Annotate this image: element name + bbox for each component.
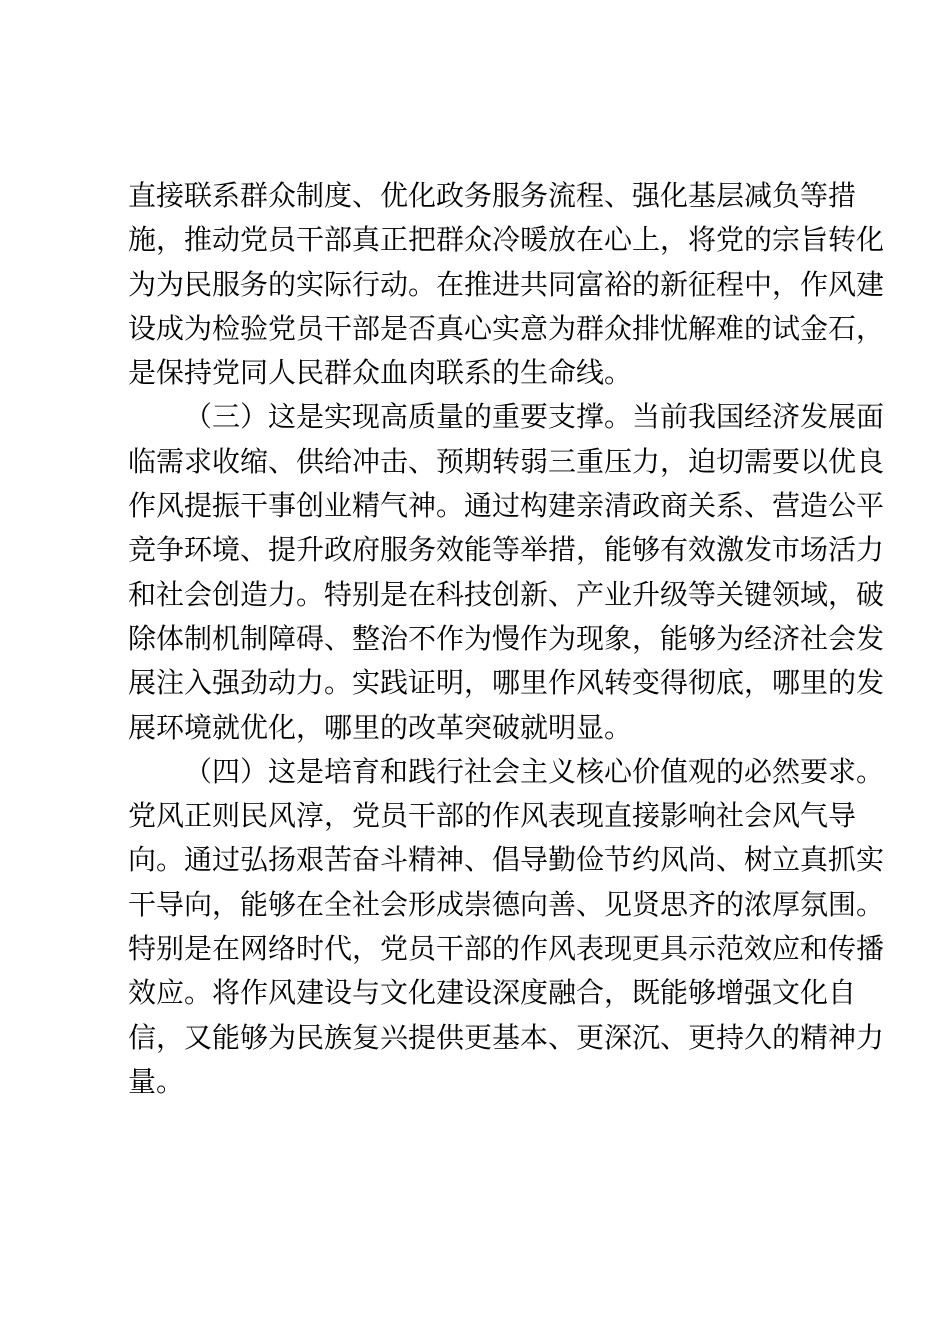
text-line: 临需求收缩、供给冲击、预期转弱三重压力，迫切需要以优良 [128, 444, 885, 478]
paragraph-first-line: （四）这是培育和践行社会主义核心价值观的必然要求。 [184, 754, 885, 788]
text-line: 量。 [128, 1064, 185, 1098]
text-line: 效应。将作风建设与文化建设深度融合，既能够增强文化自 [128, 976, 857, 1010]
text-line: 施，推动党员干部真正把群众冷暖放在心上，将党的宗旨转化 [128, 223, 885, 257]
paragraph-first-line: （三）这是实现高质量的重要支撑。当前我国经济发展面 [184, 400, 885, 434]
text-line: 竞争环境、提升政府服务效能等举措，能够有效激发市场活力 [128, 533, 885, 567]
text-line: 党风正则民风淳，党员干部的作风表现直接影响社会风气导 [128, 799, 857, 833]
text-line: 干导向，能够在全社会形成崇德向善、见贤思齐的浓厚氛围。 [128, 887, 885, 921]
body-text [128, 174, 885, 1104]
text-line: 除体制机制障碍、整治不作为慢作为现象，能够为经济社会发 [128, 621, 885, 655]
text-line: 展注入强劲动力。实践证明，哪里作风转变得彻底，哪里的发 [128, 666, 885, 700]
text-line: 设成为检验党员干部是否真心实意为群众排忧解难的试金石， [128, 311, 885, 345]
text-line: 信，又能够为民族复兴提供更基本、更深沉、更持久的精神力 [128, 1020, 885, 1054]
text-line: 是保持党同人民群众血肉联系的生命线。 [128, 356, 633, 390]
text-line: 向。通过弘扬艰苦奋斗精神、倡导勤俭节约风尚、树立真抓实 [128, 843, 885, 877]
text-line: 作风提振干事创业精气神。通过构建亲清政商关系、营造公平 [128, 489, 885, 523]
text-line: 特别是在网络时代，党员干部的作风表现更具示范效应和传播 [128, 932, 885, 966]
text-line: 直接联系群众制度、优化政务服务流程、强化基层减负等措 [128, 179, 857, 212]
text-line: 展环境就优化，哪里的改革突破就明显。 [128, 710, 633, 744]
text-line: 为为民服务的实际行动。在推进共同富裕的新征程中，作风建 [128, 267, 885, 301]
text-line: 和社会创造力。特别是在科技创新、产业升级等关键领域，破 [128, 577, 885, 611]
